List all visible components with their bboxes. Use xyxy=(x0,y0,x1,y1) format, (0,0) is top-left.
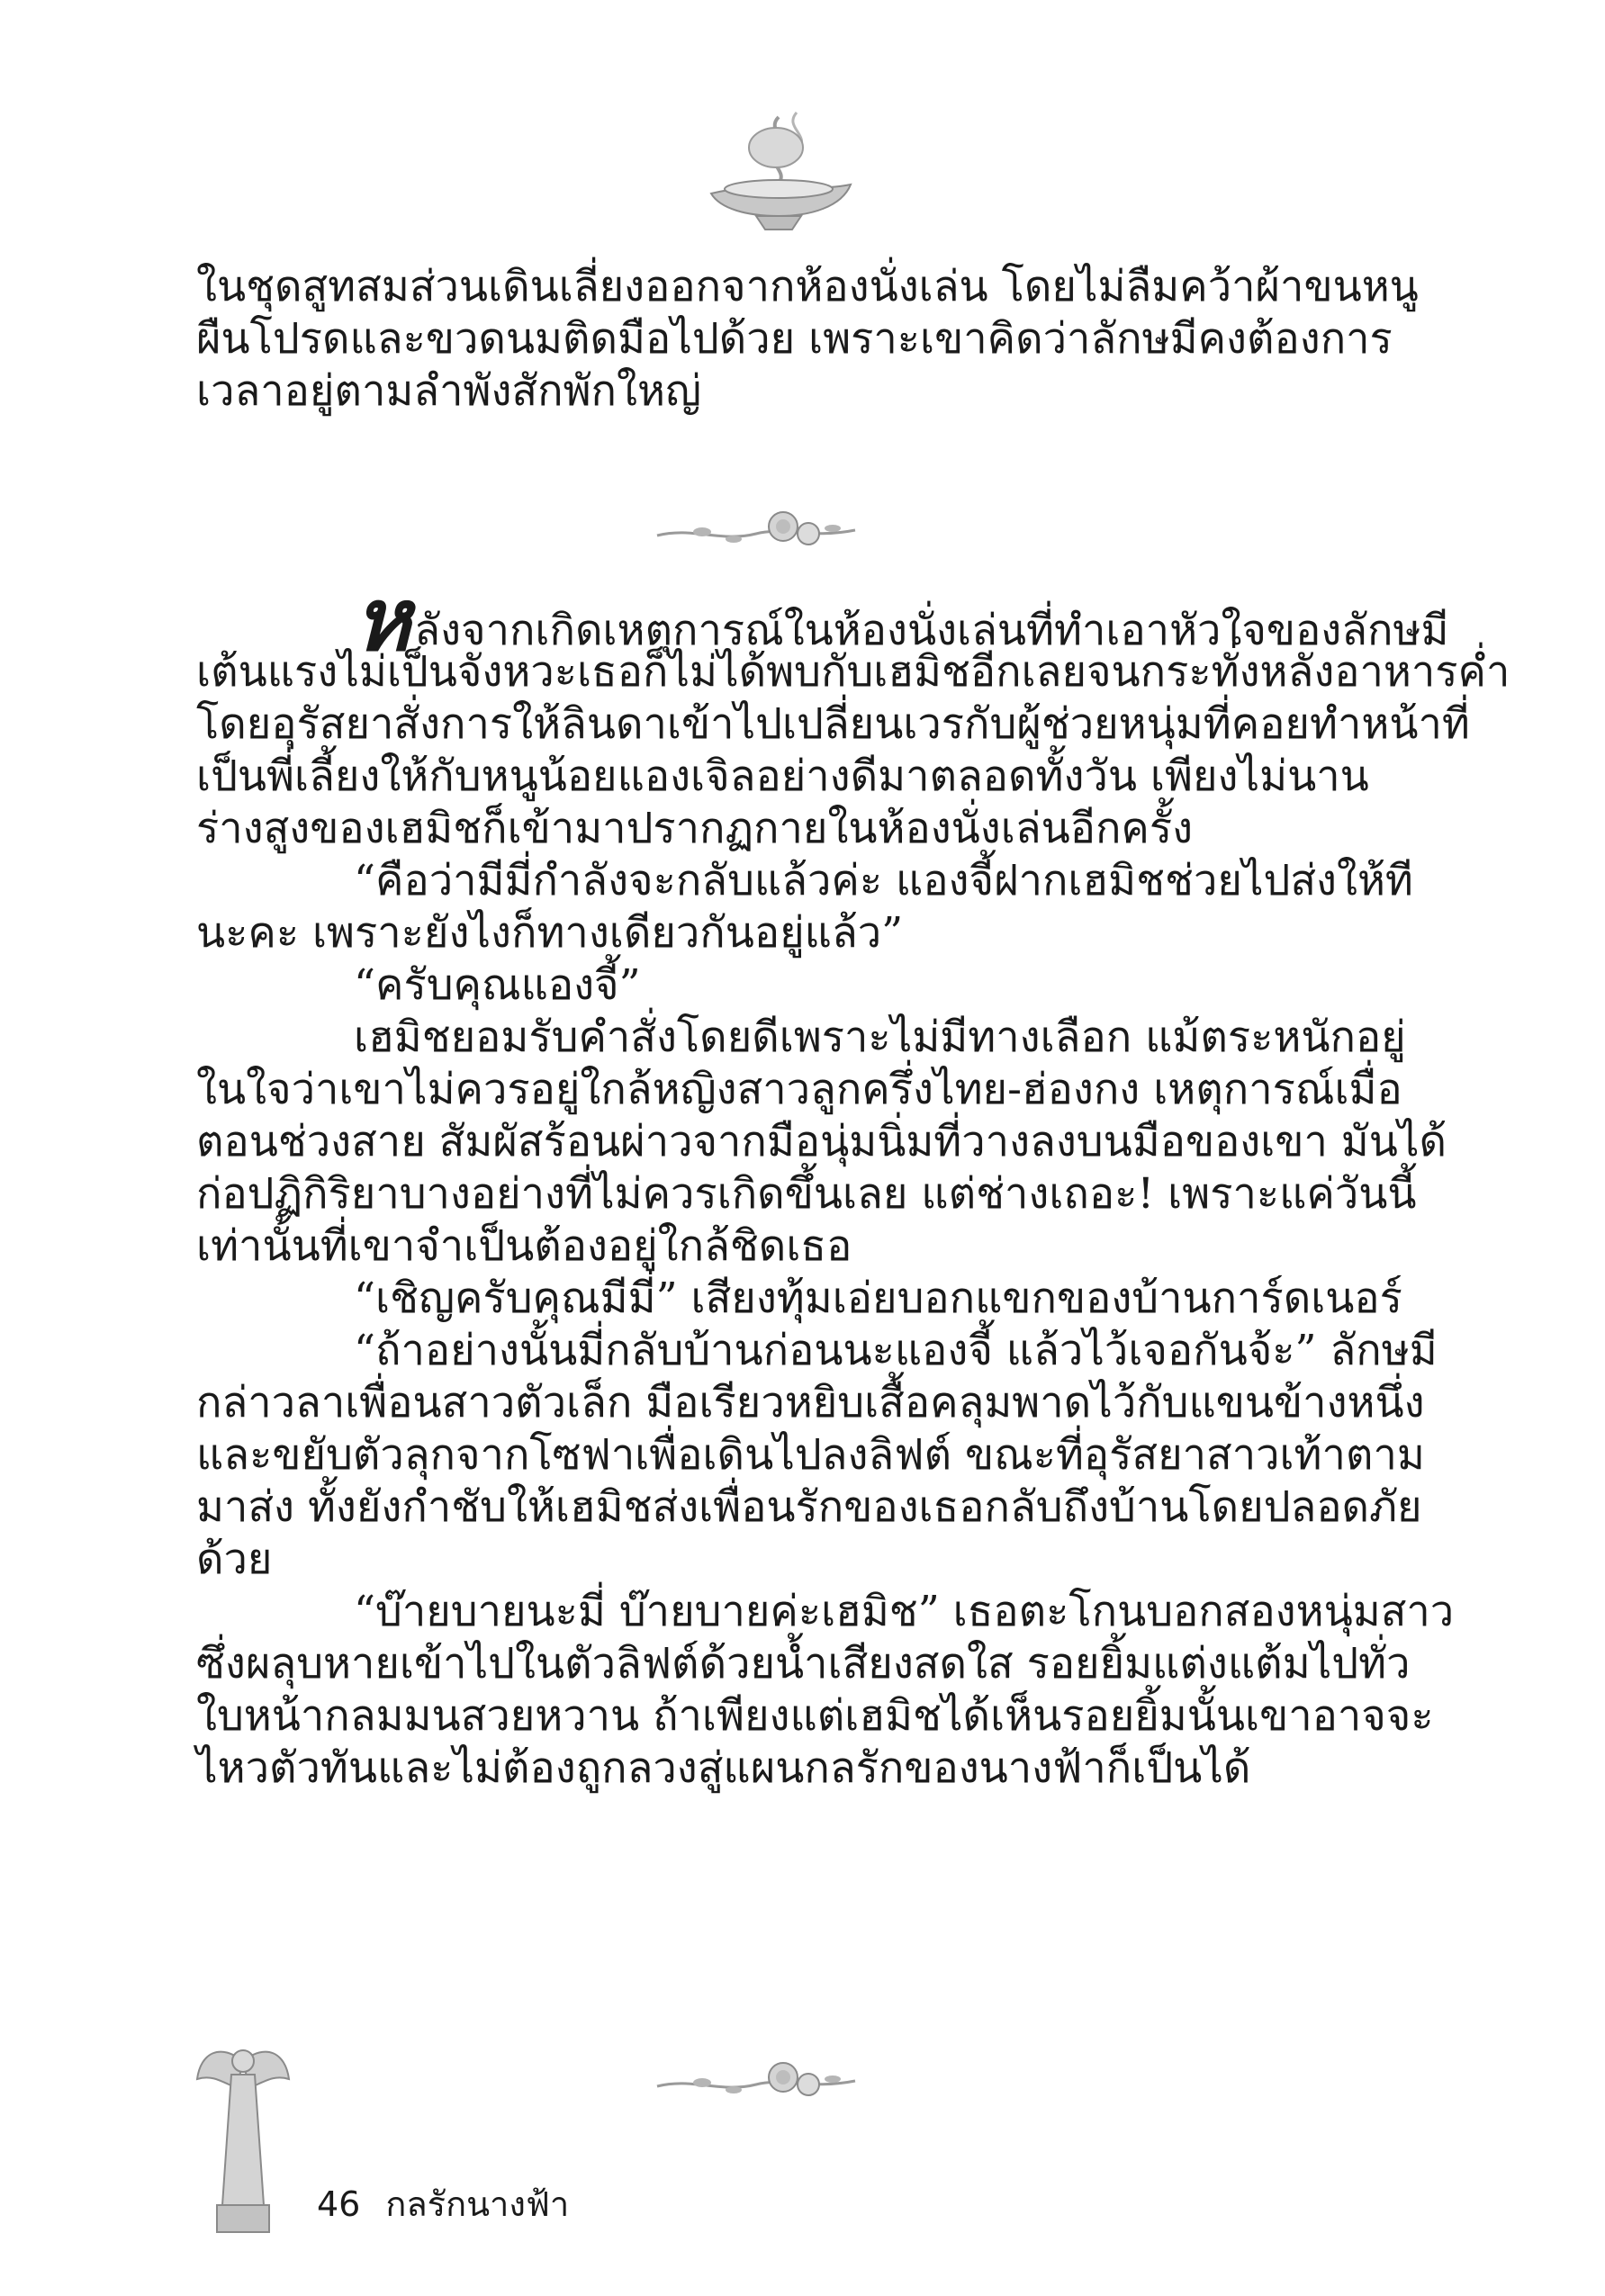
text-line: เท่านั้นที่เขาจำเป็นต้องอยู่ใกล้ชิดเธอ xyxy=(196,1221,852,1271)
text-line: ไหวตัวทันและไม่ต้องถูกลวงสู่แผนกลรักของนางฟ้าก็เป็นได้ xyxy=(196,1743,1251,1793)
text-line: กล่าวลาเพื่อนสาวตัวเล็ก มือเรียวหยิบเสื้อคลุมพาดไว้กับแขนข้างหนึ่ง xyxy=(196,1378,1425,1427)
page-footer xyxy=(317,2176,594,2231)
text-line: เฮมิชยอมรับคำสั่งโดยดีเพราะไม่มีทางเลือก แม้ตระหนักอยู่ xyxy=(354,1013,1406,1062)
text-line: ใบหน้ากลมมนสวยหวาน ถ้าเพียงแต่เฮมิชได้เห็นรอยยิ้มนั้นเขาอาจจะ xyxy=(196,1691,1434,1741)
book-title: กลรักนางฟ้า xyxy=(385,2184,570,2224)
text-line: “ครับคุณแองจี้” xyxy=(354,960,641,1010)
text-line: เป็นพี่เลี้ยงให้กับหนูน้อยแองเจิลอย่างดีมาตลอดทั้งวัน เพียงไม่นาน xyxy=(196,752,1369,801)
text-line: เวลาอยู่ตามลำพังสักพักใหญ่ xyxy=(196,366,701,416)
text-line: ด้วย xyxy=(196,1535,273,1584)
text-line: ในชุดสูทสมส่วนเดินเลี่ยงออกจากห้องนั่งเล่น โดยไม่ลืมคว้าผ้าขนหนู xyxy=(196,262,1419,311)
rose-vine-ornament-icon xyxy=(648,2050,864,2113)
text-line: ร่างสูงของเฮมิชก็เข้ามาปรากฏกายในห้องนั่งเล่นอีกครั้ง xyxy=(196,804,1194,853)
text-line: โดยอุรัสยาสั่งการให้ลินดาเข้าไปเปลี่ยนเวรกับผู้ช่วยหนุ่มที่คอยทำหน้าที่ xyxy=(196,699,1470,749)
section-1-text xyxy=(196,261,1419,418)
page-number: 46 xyxy=(317,2184,361,2224)
text-line: “เชิญครับคุณมีมี่” เสียงทุ้มเอ่ยบอกแขกของบ้านการ์ดเนอร์ xyxy=(354,1274,1402,1323)
text-line: ก่อปฏิกิริยาบางอย่างที่ไม่ควรเกิดขึ้นเลย แต่ช่างเถอะ! เพราะแค่วันนี้ xyxy=(196,1169,1417,1219)
text-line: ผืนโปรดและขวดนมติดมือไปด้วย เพราะเขาคิดว่าลักษมีคงต้องการ xyxy=(196,314,1393,364)
text-line: ในใจว่าเขาไม่ควรอยู่ใกล้หญิงสาวลูกครึ่งไทย-ฮ่องกง เหตุการณ์เมื่อ xyxy=(196,1065,1402,1114)
section-2-text xyxy=(196,569,1510,1795)
text-line: ตอนช่วงสาย สัมผัสร้อนผ่าวจากมือนุ่มนิ่มที่วางลงบนมือของเขา มันได้ xyxy=(196,1117,1447,1166)
text-line-dropcap xyxy=(196,569,1449,671)
angel-statue-icon xyxy=(194,2025,293,2246)
text-line: “บ๊ายบายนะมี่ บ๊ายบายค่ะเฮมิช” เธอตะโกนบอกสองหนุ่มสาว xyxy=(354,1587,1455,1636)
teapot-lamp-ornament-icon xyxy=(693,108,864,234)
text-line: มาส่ง ทั้งยังกำชับให้เฮมิชส่งเพื่อนรักของเธอกลับถึงบ้านโดยปลอดภัย xyxy=(196,1482,1422,1532)
text-line: “คือว่ามีมี่กำลังจะกลับแล้วค่ะ แองจี้ฝากเฮมิชช่วยไปส่งให้ที xyxy=(354,856,1413,905)
text-line: เต้นแรงไม่เป็นจังหวะเธอก็ไม่ได้พบกับเฮมิชอีกเลยจนกระทั่งหลังอาหารค่ำ xyxy=(196,647,1510,697)
rose-vine-ornament-icon xyxy=(648,500,864,563)
text-line: “ถ้าอย่างนั้นมี่กลับบ้านก่อนนะแองจี้ แล้วไว้เจอกันจ้ะ” ลักษมี xyxy=(354,1326,1438,1375)
text-line-rest: ลังจากเกิดเหตุการณ์ในห้องนั่งเล่นที่ทำเอาหัวใจของลักษมี xyxy=(414,606,1449,655)
text-line: และขยับตัวลุกจากโซฟาเพื่อเดินไปลงลิฟต์ ขณะที่อุรัสยาสาวเท้าตาม xyxy=(196,1430,1425,1480)
text-line: นะคะ เพราะยังไงก็ทางเดียวกันอยู่แล้ว” xyxy=(196,908,904,958)
text-line: ซึ่งผลุบหายเข้าไปในตัวลิฟต์ด้วยน้ำเสียงสดใส รอยยิ้มแต่งแต้มไปทั่ว xyxy=(196,1639,1411,1688)
dropcap-letter: ห xyxy=(354,569,411,671)
